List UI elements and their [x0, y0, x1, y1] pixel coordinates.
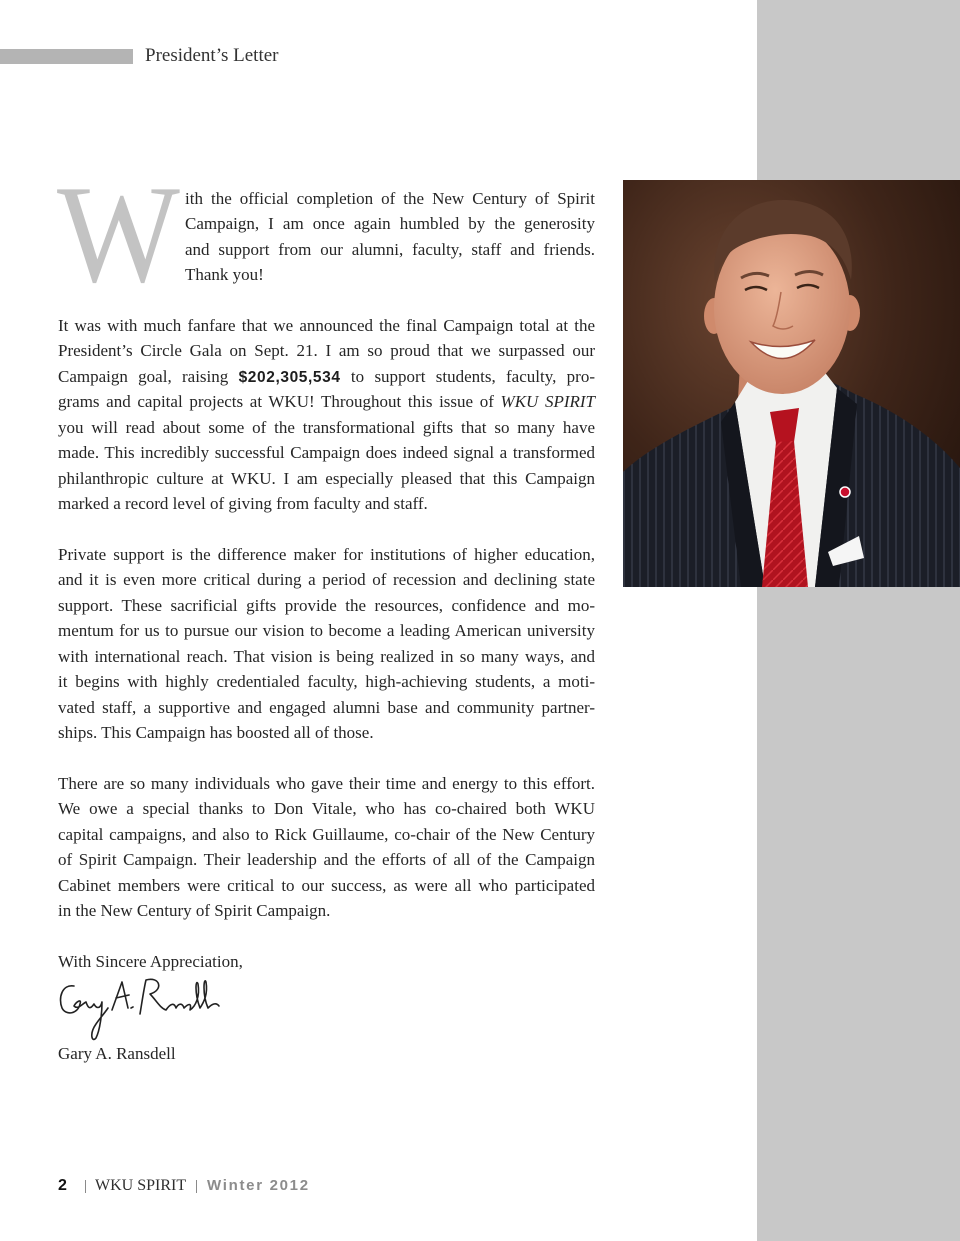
letter-line: with international reach. That vision is being realized in so many ways, and	[58, 646, 595, 666]
salutation: With Sincere Appreciation,	[58, 952, 243, 971]
drop-cap: W	[57, 157, 180, 312]
letter-line: President’s Circle Gala on Sept. 21. I am so proud that we surpassed our	[58, 341, 595, 361]
letter-paragraph	[58, 771, 595, 924]
letter-line: vated staff, a supportive and engaged alumni base and community partner-	[58, 697, 595, 717]
letter-line: It was with much fanfare that we announced the final Campaign total at the	[58, 316, 595, 335]
letter-line	[58, 389, 595, 414]
letter-line: and support from our alumni, faculty, staff and friends.	[185, 239, 595, 259]
letter-line: We owe a special thanks to Don Vitale, who has co-chaired both WKU	[58, 799, 595, 819]
president-photo	[623, 180, 960, 587]
portrait-illustration	[623, 180, 960, 587]
letter-line: ships. This Campaign has boosted all of those.	[58, 722, 374, 742]
section-title: President’s Letter	[145, 45, 279, 66]
letter-line: marked a record level of giving from faculty and staff.	[58, 493, 428, 513]
publication-title-italic: WKU SPIRIT	[500, 392, 595, 412]
footer-issue: Winter 2012	[207, 1177, 310, 1194]
footer-separator: |	[84, 1178, 88, 1194]
letter-line	[58, 364, 595, 389]
line-text: to support students, faculty, pro-	[340, 366, 595, 386]
letter-line: support. These sacrificial gifts provide the resources, confidence and mo-	[58, 595, 595, 615]
footer-publication: WKU SPIRIT	[95, 1177, 187, 1194]
letter-line: of Spirit Campaign. Their leadership and the efforts of all of the Campaign	[58, 850, 595, 870]
line-text: Campaign goal, raising	[58, 366, 239, 386]
line-text: grams and capital projects at WKU! Throughout this issue of	[58, 392, 501, 412]
signature	[56, 974, 221, 1046]
letter-line: you will read about some of the transformational gifts that so many have	[58, 417, 595, 437]
letter-line: There are so many individuals who gave their time and energy to this effort.	[58, 774, 595, 793]
letter-line: capital campaigns, and also to Rick Guillaume, co-chair of the New Century	[58, 824, 595, 844]
letter-line: Thank you!	[185, 265, 264, 285]
letter-paragraph	[58, 313, 595, 516]
page-number: 2	[58, 1177, 67, 1194]
letter-line: ith the official completion of the New Century of Spirit	[185, 189, 595, 208]
letter-line: Cabinet members were critical to our success, as were all who participated	[58, 875, 595, 895]
letter-line: it begins with highly credentialed faculty, high-achieving students, a moti-	[58, 672, 595, 692]
portrait-lapel-pin	[840, 487, 850, 497]
footer-separator: |	[195, 1178, 199, 1194]
letter-line: in the New Century of Spirit Campaign.	[58, 901, 331, 921]
letter-opening-paragraph	[185, 186, 595, 288]
letter-line: philanthropic culture at WKU. I am especially pleased that this Campaign	[58, 468, 595, 488]
letter-line: mentum for us to pursue our vision to become a leading American university	[58, 621, 595, 641]
letter-paragraph	[58, 542, 595, 745]
letter-line: Private support is the difference maker for institutions of higher education,	[58, 545, 595, 564]
campaign-total-amount: $202,305,534	[238, 368, 341, 386]
letter-line: made. This incredibly successful Campaign does indeed signal a transformed	[58, 443, 595, 463]
signatory-name: Gary A. Ransdell	[58, 1044, 176, 1063]
section-header-bar	[0, 49, 133, 64]
letter-line: Campaign, I am once again humbled by the generosity	[185, 214, 595, 234]
letter-line: and it is even more critical during a period of recession and declining state	[58, 570, 595, 590]
